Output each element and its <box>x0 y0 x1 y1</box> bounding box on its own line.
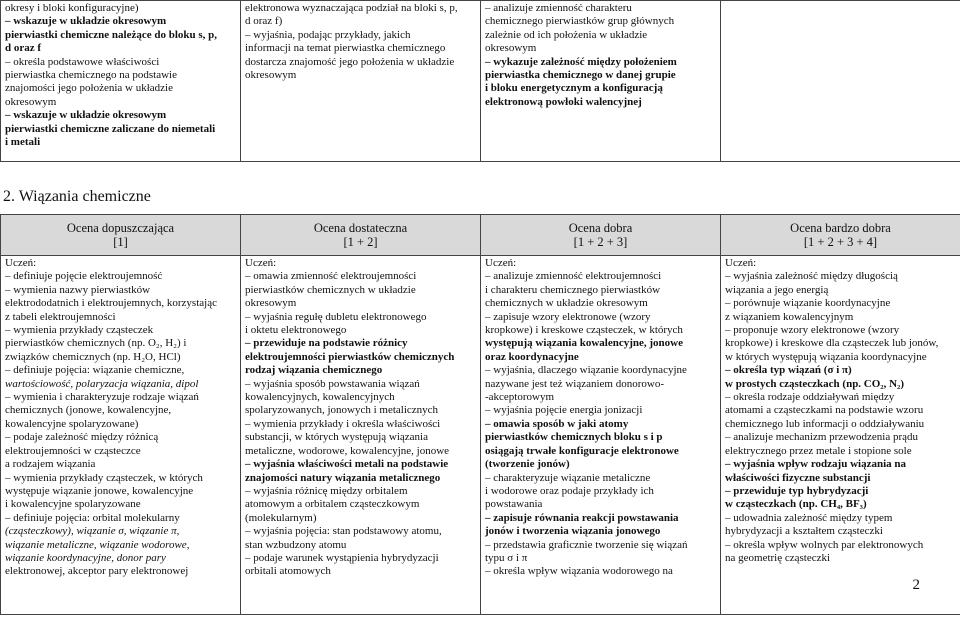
text-line: d oraz f <box>5 42 42 55</box>
main-cell-dostateczna <box>241 256 481 615</box>
text-line: w prostych cząsteczkach (np. CO₂, N₂) <box>725 377 905 390</box>
text-line: związków chemicznych (np. H₂O, HCl) <box>5 350 181 363</box>
text-line: elektroujemności w cząsteczce <box>5 444 141 457</box>
text-line: – omawia sposób w jaki atomy <box>485 418 716 431</box>
main-cell-dopuszczajaca <box>1 256 241 615</box>
text-line: i metali <box>5 136 41 149</box>
text-line: – wyjaśnia różnicę między orbitalem <box>245 485 476 498</box>
text-line: substancji, w których występują wiązania <box>245 431 428 444</box>
text-line: – zapisuje równania reakcji powstawania <box>485 512 716 525</box>
text-line: – określa podstawowe właściwości <box>5 56 236 69</box>
text-line: na geometrię cząsteczki <box>725 551 831 564</box>
text-line: spolaryzowanych, jonowych i metalicznych <box>245 404 439 417</box>
text-line: – wyjaśnia, dlaczego wiązanie koordynacyjne <box>485 364 716 377</box>
text-line: – wyjaśnia pojęcie energia jonizacji <box>485 404 716 417</box>
text-line: chemicznego lub informacji o oddziaływaniu <box>725 417 925 430</box>
text-line: – udowadnia zależność między typem <box>725 512 956 525</box>
text-line: zależnie od ich położenia w układzie <box>485 28 648 41</box>
text-line: okresowym <box>245 69 297 82</box>
text-line: – analizuje zmienność charakteru <box>485 2 716 15</box>
text-line: okresowym <box>5 95 57 108</box>
text-line: – zapisuje wzory elektronowe (wzory <box>485 311 716 324</box>
text-line: – przewiduje typ hybrydyzacji <box>725 485 956 498</box>
text-line: kropkowe) i kreskowe dla cząsteczek lub jonów, <box>725 337 939 350</box>
text-line: – wyjaśnia sposób powstawania wiązań <box>245 378 476 391</box>
text-line: – wskazuje w układzie okresowym <box>5 109 236 122</box>
text-line: stan wzbudzony atomu <box>245 538 347 551</box>
text-line: atomowym a orbitalem cząsteczkowym <box>245 498 420 511</box>
text-line: nazywane jest też wiązaniem donorowo- <box>485 377 664 390</box>
text-line: – wyjaśnia regułę dubletu elektronowego <box>245 311 476 324</box>
text-line: – wymienia nazwy pierwiastków <box>5 284 236 297</box>
text-line: (tworzenie jonów) <box>485 458 570 471</box>
text-line: – analizuje mechanizm przewodzenia prądu <box>725 431 956 444</box>
text-line: Uczeń: <box>725 257 757 269</box>
text-line: – wyjaśnia zależność między długością <box>725 270 956 283</box>
top-cell-3 <box>481 1 721 162</box>
text-line: – analizuje zmienność elektroujemności <box>485 270 716 283</box>
text-line: – porównuje wiązanie koordynacyjne <box>725 297 956 310</box>
text-line: kowalencyjnych, kowalencyjnych <box>245 391 395 404</box>
text-line: (cząsteczkowy), wiązanie σ, wiązanie π, <box>5 525 180 538</box>
main-cell-bardzo-dobra <box>721 256 960 615</box>
text-line: w których występują wiązania koordynacyjne <box>725 350 927 363</box>
text-line: – wyjaśnia wpływ rodzaju wiązania na <box>725 458 956 471</box>
text-line: znajomości natury wiązania metalicznego <box>245 471 441 484</box>
text-line: a rodzajem wiązania <box>5 458 96 471</box>
text-line: rodzaj wiązania chemicznego <box>245 364 383 377</box>
top-cell-1 <box>1 1 241 162</box>
text-line: – omawia zmienność elektroujemności <box>245 270 476 283</box>
page-number: 2 <box>912 577 920 593</box>
text-line: pierwiastki chemiczne należące do bloku s, p, <box>5 28 218 41</box>
text-line: (molekularnym) <box>245 511 317 524</box>
text-line: – charakteryzuje wiązanie metaliczne <box>485 472 716 485</box>
text-line: -akceptorowym <box>485 391 555 404</box>
text-line: i bloku energetycznym a konfiguracją <box>485 82 663 95</box>
text-line: oraz koordynacyjne <box>485 350 579 363</box>
text-line: elektronowa wyznaczająca podział na bloki s, p, <box>245 2 458 14</box>
text-line: znajomości jego położenia w układzie <box>5 82 173 95</box>
text-line: okresy i bloki konfiguracyjne) <box>5 2 139 14</box>
text-line: i kowalencyjne spolaryzowane <box>5 498 141 511</box>
text-line: powstawania <box>485 498 543 511</box>
text-line: i charakteru chemicznego pierwiastków <box>485 283 661 296</box>
text-line: Uczeń: <box>5 257 37 269</box>
header-dopuszczajaca: Ocena dopuszczająca [1] <box>1 215 241 256</box>
text-line: wartościowość, polaryzacja wiązania, dipol <box>5 377 199 390</box>
text-line: – przedstawia graficznie tworzenie się wiązań <box>485 539 716 552</box>
text-line: pierwiastka chemicznego w danej grupie <box>485 69 676 82</box>
text-line: wiązanie koordynacyjne, donor pary <box>5 551 166 564</box>
text-line: w cząsteczkach (np. CH₄, BF₃) <box>725 498 867 511</box>
text-line: elektrycznego przez metale i stopione sole <box>725 444 912 457</box>
text-line: – wymienia przykłady cząsteczek, w których <box>5 472 236 485</box>
text-line: okresowym <box>245 297 297 310</box>
text-line: – określa rodzaje oddziaływań między <box>725 391 956 404</box>
header-dostateczna: Ocena dostateczna [1 + 2] <box>241 215 481 256</box>
text-line: atomami a cząsteczkami na podstawie wzoru <box>725 404 924 417</box>
text-line: – określa typ wiązań (σ i π) <box>725 364 956 377</box>
section-title: 2. Wiązania chemiczne <box>3 188 151 205</box>
bonding-grades-table <box>0 214 960 615</box>
text-line: elektrododatnich i elektroujemnych, korzystając <box>5 297 217 310</box>
text-line: występują wiązania kowalencyjne, jonowe <box>485 337 683 350</box>
text-line: d oraz f) <box>245 15 283 28</box>
text-line: – wskazuje w układzie okresowym <box>5 15 236 28</box>
text-line: – wymienia przykłady cząsteczek <box>5 324 236 337</box>
header-bardzo-dobra: Ocena bardzo dobra [1 + 2 + 3 + 4] <box>721 215 960 256</box>
text-line: pierwiastka chemicznego na podstawie <box>5 69 177 82</box>
text-line: – wyjaśnia, podając przykłady, jakich <box>245 29 476 42</box>
text-line: – proponuje wzory elektronowe (wzory <box>725 324 956 337</box>
text-line: – podaje zależność między różnicą <box>5 431 236 444</box>
text-line: – określa wpływ wiązania wodorowego na <box>485 565 716 578</box>
text-line: wiązanie metaliczne, wiązanie wodorowe, <box>5 538 190 551</box>
main-cell-dobra <box>481 256 721 615</box>
text-line: właściwości fizyczne substancji <box>725 471 871 484</box>
text-line: pierwiastków chemicznych (np. O₂, H₂) i <box>5 337 187 350</box>
top-cell-2 <box>241 1 481 162</box>
text-line: chemicznego pierwiastków grup głównych <box>485 15 675 28</box>
text-line: – definiuje pojęcia: orbital molekularny <box>5 512 236 525</box>
text-line: – definiuje pojęcie elektroujemność <box>5 270 236 283</box>
text-line: kowalencyjne spolaryzowane) <box>5 417 139 430</box>
text-line: chemicznych w układzie okresowym <box>485 297 648 310</box>
text-line: – wykazuje zależność między położeniem <box>485 56 716 69</box>
text-line: – podaje warunek wystąpienia hybrydyzacji <box>245 552 476 565</box>
text-line: – wymienia przykłady i określa właściwości <box>245 418 476 431</box>
text-line: – wyjaśnia właściwości metali na podstawie <box>245 458 476 471</box>
text-line: jonów i tworzenia wiązania jonowego <box>485 525 661 538</box>
text-line: pierwiastków chemicznych w układzie <box>245 283 416 296</box>
header-dobra: Ocena dobra [1 + 2 + 3] <box>481 215 721 256</box>
text-line: chemicznych (jonowe, kowalencyjne, <box>5 404 172 417</box>
top-cell-4 <box>721 1 960 162</box>
text-line: wiązania a jego energią <box>725 283 829 296</box>
text-line: typu σ i π <box>485 551 528 564</box>
text-line: pierwiastków chemicznych bloku s i p <box>485 431 663 444</box>
text-line: hybrydyzacji a kształtem cząsteczki <box>725 525 883 538</box>
text-line: Uczeń: <box>485 257 517 269</box>
text-line: elektroujemności pierwiastków chemicznych <box>245 350 455 363</box>
text-line: i oktetu elektronowego <box>245 324 347 337</box>
text-line: – wymienia i charakteryzuje rodzaje wiązań <box>5 391 236 404</box>
text-line: elektronowej, akceptor pary elektronowej <box>5 565 189 578</box>
text-line: – definiuje pojęcia: wiązanie chemiczne, <box>5 364 236 377</box>
text-line: – określa wpływ wolnych par elektronowych <box>725 539 956 552</box>
text-line: występuje wiązanie jonowe, kowalencyjne <box>5 484 194 497</box>
text-line: dostarcza znajomość jego położenia w układzie <box>245 55 455 68</box>
text-line: z tabeli elektroujemności <box>5 310 116 323</box>
text-line: i wodorowe oraz podaje przykłady ich <box>485 484 654 497</box>
competency-table-continued <box>0 0 960 162</box>
text-line: orbitali atomowych <box>245 565 331 578</box>
text-line: – przewiduje na podstawie różnicy <box>245 337 476 350</box>
text-line: – wyjaśnia pojęcia: stan podstawowy atomu, <box>245 525 476 538</box>
text-line: elektronową powłoki walencyjnej <box>485 95 642 108</box>
text-line: pierwiastki chemiczne zaliczane do niemetali <box>5 122 216 135</box>
text-line: osiągają trwałe konfiguracje elektronowe <box>485 444 679 457</box>
text-line: kropkowe) i kreskowe cząsteczek, w których <box>485 324 683 337</box>
text-line: okresowym <box>485 42 537 55</box>
text-line: Uczeń: <box>245 257 277 269</box>
text-line: z wiązaniem kowalencyjnym <box>725 310 854 323</box>
text-line: informacji na temat pierwiastka chemicznego <box>245 42 446 55</box>
text-line: metaliczne, wodorowe, kowalencyjne, jonowe <box>245 444 450 457</box>
